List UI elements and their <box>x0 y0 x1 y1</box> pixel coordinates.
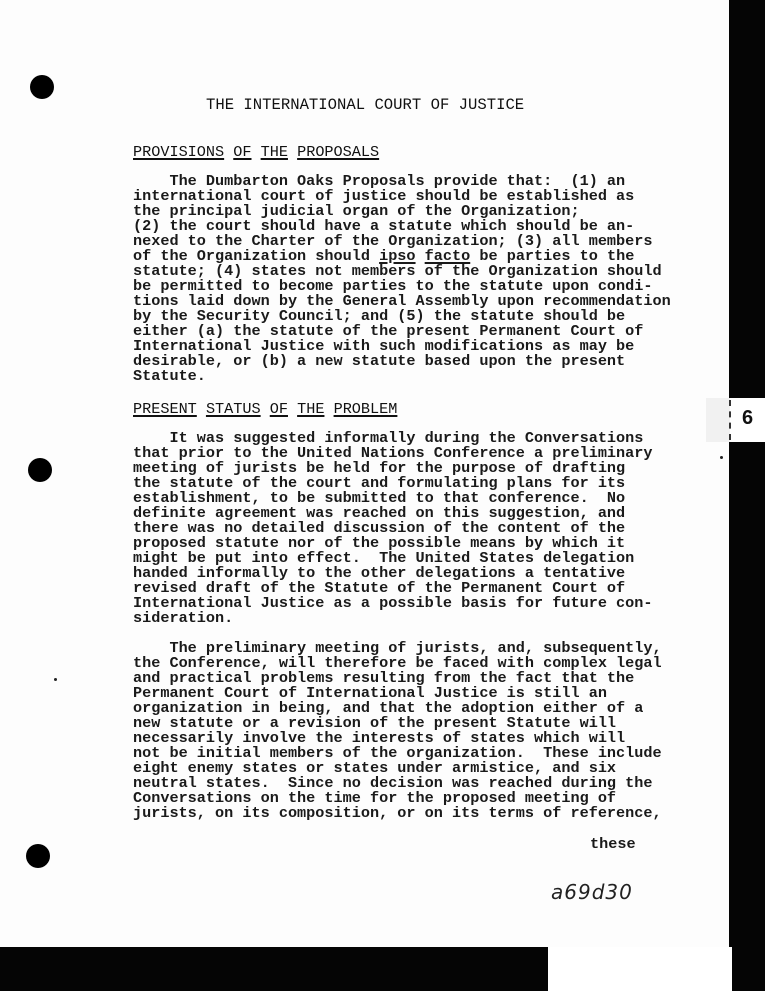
body-line: be permitted to become parties to the statute upon condi- <box>133 277 653 295</box>
body-line: Permanent Court of International Justice is still an <box>133 684 607 702</box>
scan-border-bottom <box>0 947 548 991</box>
body-line: The preliminary meeting of jurists, and, subsequently, <box>133 639 662 657</box>
body-line: eight enemy states or states under armistice, and six <box>133 759 617 777</box>
body-line: handed informally to the other delegations a tentative <box>133 564 626 582</box>
continuation-word: these <box>590 835 636 853</box>
body-line: desirable, or (b) a new statute based upon the present <box>133 352 626 370</box>
body-line: Statute. <box>133 367 206 385</box>
page-tab <box>706 398 765 442</box>
body-line: sideration. <box>133 609 234 627</box>
body-line: the statute of the court and formulating plans for its <box>133 474 626 492</box>
body-line-ipso-facto: of the Organization should ipso facto be parties to the <box>133 247 635 265</box>
scan-speck <box>54 678 57 681</box>
body-line: and practical problems resulting from the fact that the <box>133 669 635 687</box>
punch-hole-middle <box>28 458 52 482</box>
body-line: the principal judicial organ of the Organization; <box>133 202 580 220</box>
body-line: the Conference, will therefore be faced with complex legal <box>133 654 662 672</box>
page-tab-number: 6 <box>742 407 754 429</box>
body-line: necessarily involve the interests of states which will <box>133 729 626 747</box>
body-line: It was suggested informally during the Conversations <box>133 429 644 447</box>
body-line: nexed to the Charter of the Organization; (3) all members <box>133 232 653 250</box>
body-line: establishment, to be submitted to that conference. No <box>133 489 626 507</box>
body-line: by the Security Council; and (5) the statute should be <box>133 307 626 325</box>
handwritten-annotation: a69d30 <box>551 880 633 904</box>
body-line: new statute or a revision of the present Statute will <box>133 714 617 732</box>
body-line: jurists, on its composition, or on its terms of reference, <box>133 804 662 822</box>
punch-hole-top <box>30 75 54 99</box>
body-line: definite agreement was reached on this suggestion, and <box>133 504 626 522</box>
body-line: International Justice as a possible basis for future con- <box>133 594 653 612</box>
section-heading-present-status: PRESENT STATUS OF THE PROBLEM <box>133 400 398 418</box>
body-line: revised draft of the Statute of the Permanent Court of <box>133 579 626 597</box>
body-line: there was no detailed discussion of the content of the <box>133 519 626 537</box>
body-line: tions laid down by the General Assembly upon recommendation <box>133 292 671 310</box>
scan-speck <box>720 456 723 459</box>
body-line: International Justice with such modifications as may be <box>133 337 635 355</box>
scan-border-right <box>729 0 765 991</box>
section-heading-provisions: PROVISIONS OF THE PROPOSALS <box>133 143 380 161</box>
tab-shade <box>706 398 730 442</box>
body-line: international court of justice should be established as <box>133 187 635 205</box>
body-line: Conversations on the time for the proposed meeting of <box>133 789 617 807</box>
body-line: The Dumbarton Oaks Proposals provide that: (1) an <box>133 172 626 190</box>
body-line: (2) the court should have a statute which should be an- <box>133 217 635 235</box>
body-line: organization in being, and that the adoption either of a <box>133 699 644 717</box>
body-line: neutral states. Since no decision was reached during the <box>133 774 653 792</box>
body-line: statute; (4) states not members of the Organization should <box>133 262 662 280</box>
body-line: that prior to the United Nations Conference a preliminary <box>133 444 653 462</box>
page-title: THE INTERNATIONAL COURT OF JUSTICE <box>206 96 525 114</box>
body-line: either (a) the statute of the present Permanent Court of <box>133 322 644 340</box>
tab-dashed-edge <box>729 400 731 440</box>
body-line: not be initial members of the organization. These include <box>133 744 662 762</box>
body-line: meeting of jurists be held for the purpose of drafting <box>133 459 626 477</box>
body-line: proposed statute nor of the possible means by which it <box>133 534 626 552</box>
punch-hole-bottom <box>26 844 50 868</box>
body-line: might be put into effect. The United States delegation <box>133 549 635 567</box>
scan-border-gap <box>548 947 732 991</box>
